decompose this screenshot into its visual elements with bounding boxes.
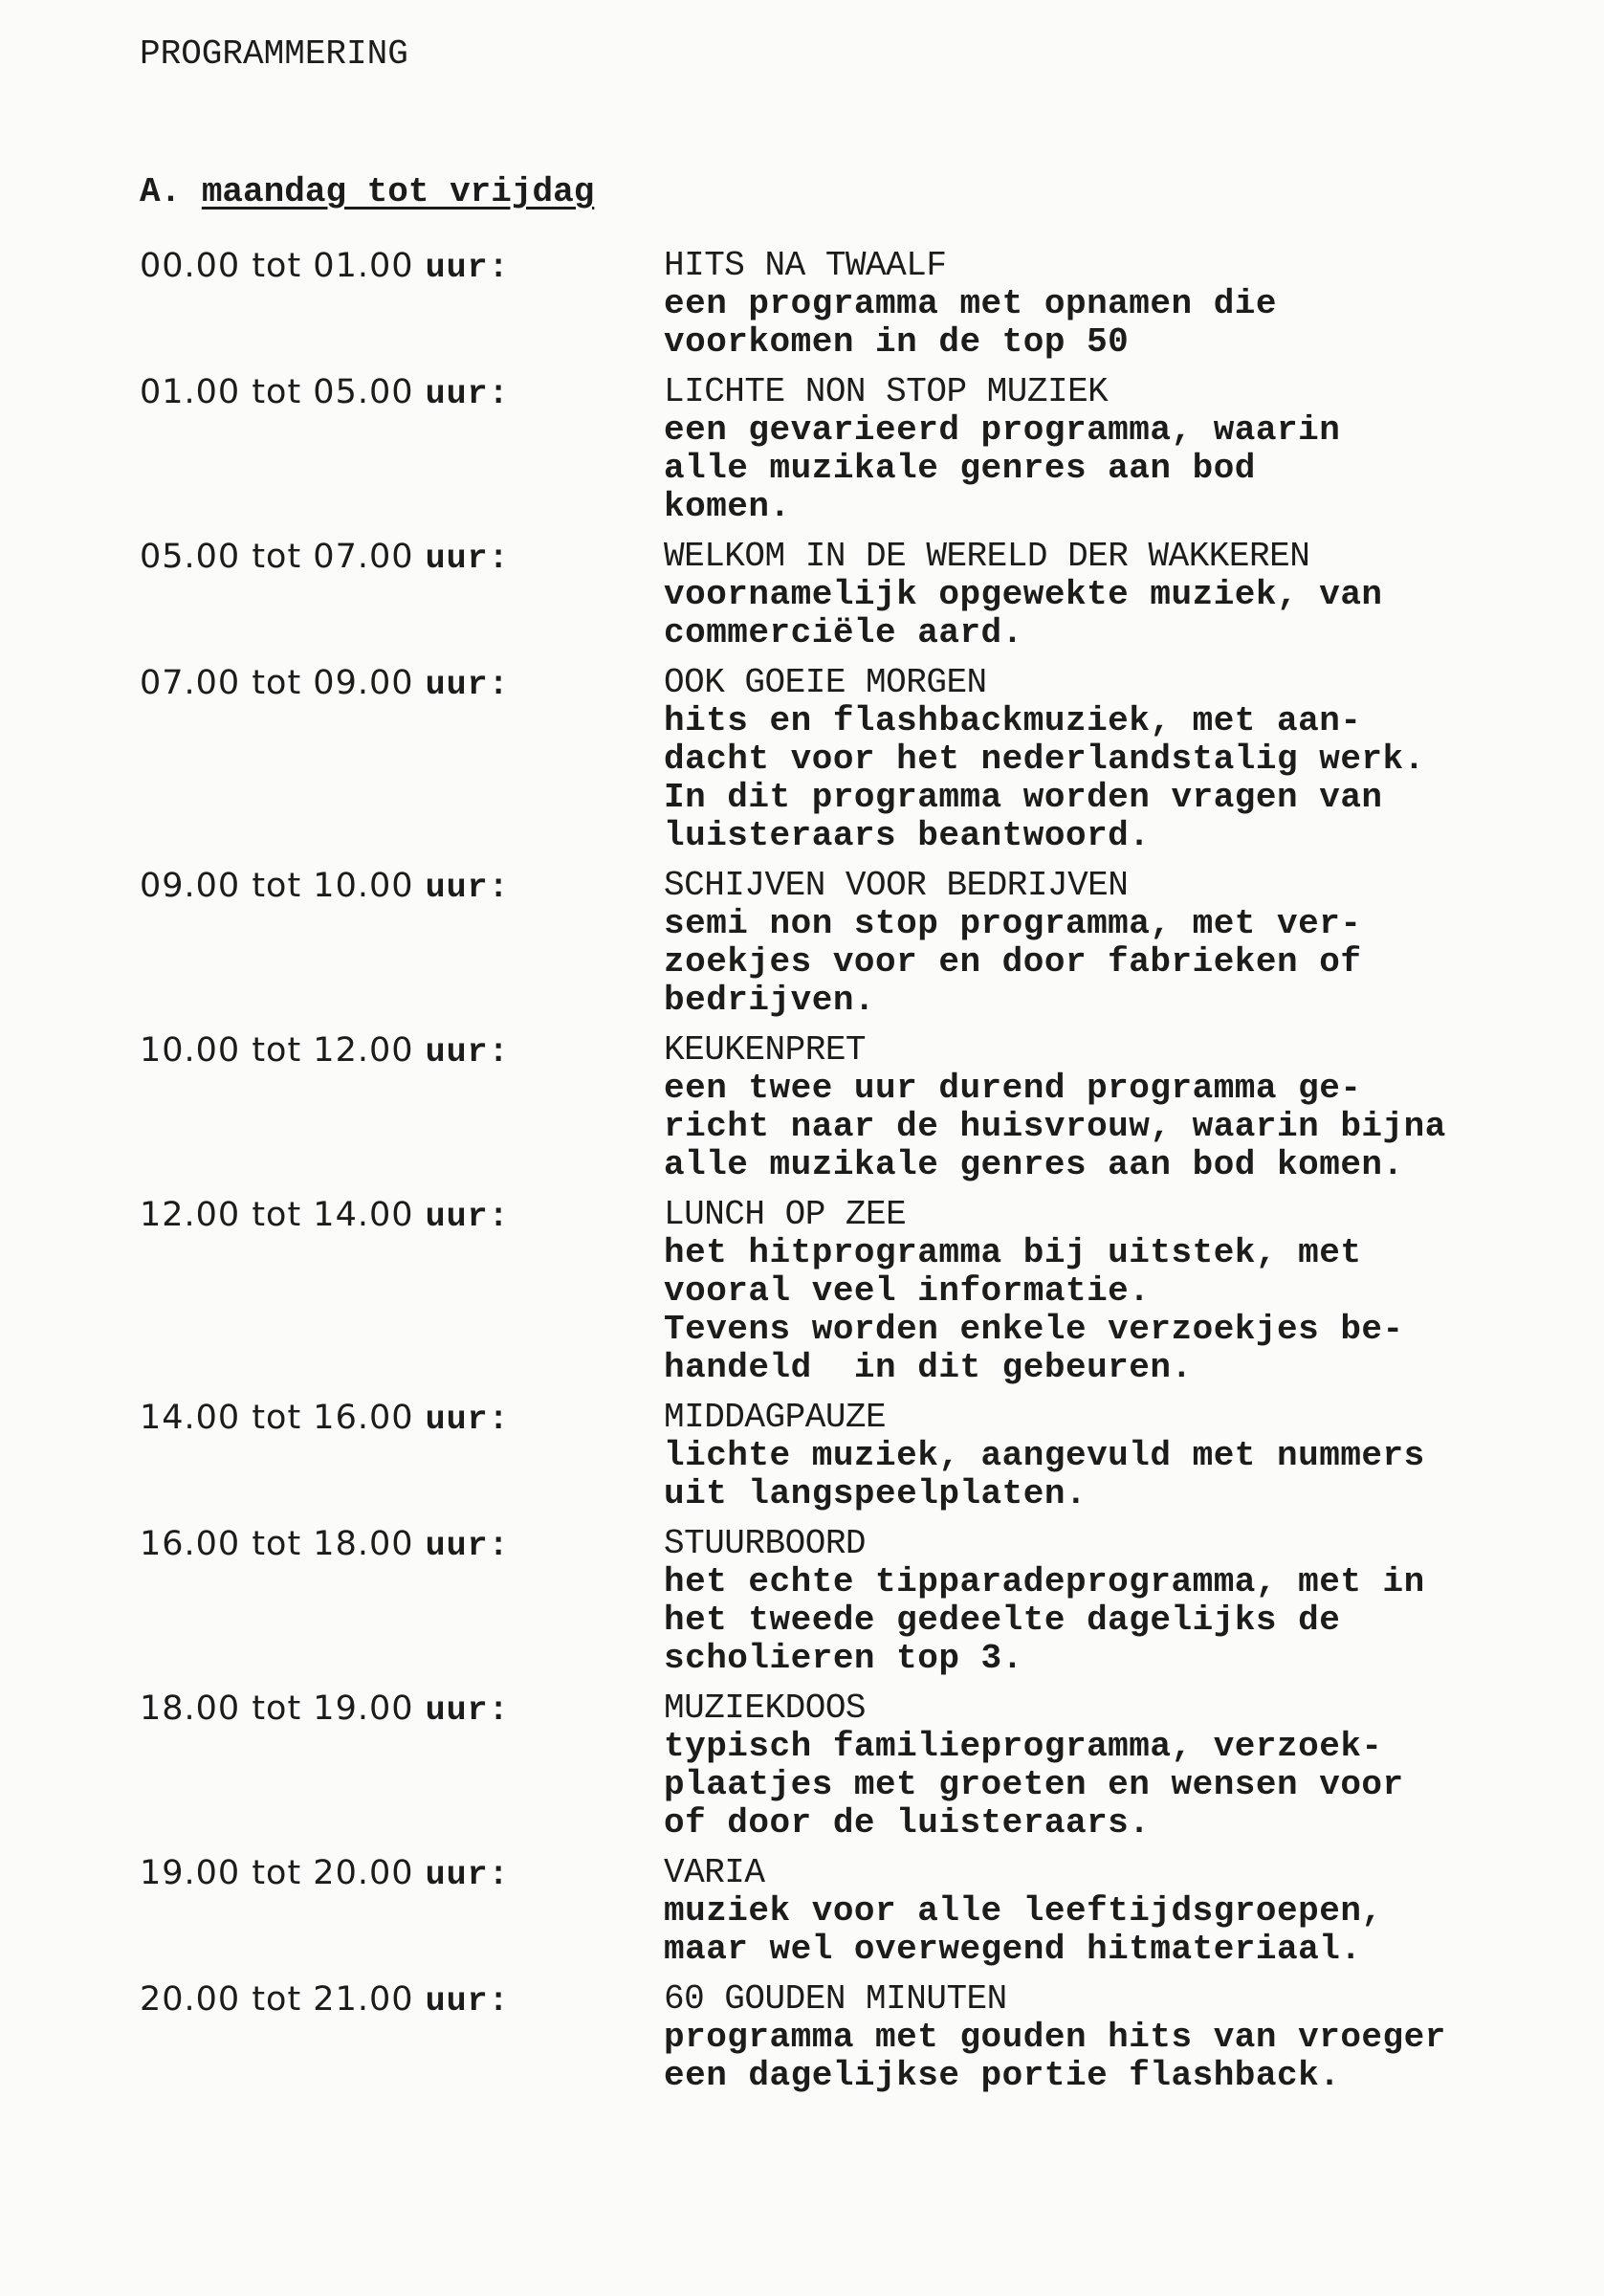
- schedule-list: [140, 247, 1574, 2107]
- program-title: HITS NA TWAALF: [664, 246, 947, 285]
- description-line: het tweede gedeelte dagelijks de: [664, 1601, 1341, 1640]
- description-line: zoekjes voor en door fabrieken of: [664, 942, 1362, 982]
- time-slot: [140, 1196, 664, 1387]
- time-slot: [140, 1399, 664, 1513]
- description-line: scholieren top 3.: [664, 1639, 1023, 1678]
- description-line: alle muzikale genres aan bod: [664, 449, 1256, 488]
- schedule-entry: [140, 1854, 1574, 1969]
- description-line: handeld in dit gebeuren.: [664, 1348, 1193, 1387]
- description-line: In dit programma worden vragen van: [664, 778, 1383, 817]
- program-info: [664, 1980, 1572, 2095]
- time-slot: [140, 867, 664, 1020]
- description-line: voorkomen in de top 50: [664, 322, 1130, 362]
- time-range: 14.00 tot 16.00: [140, 1399, 414, 1437]
- schedule-entry: [140, 1525, 1574, 1678]
- section-heading: [140, 172, 594, 211]
- description-line: vooral veel informatie.: [664, 1271, 1151, 1311]
- description-line: het hitprogramma bij uitstek, met: [664, 1233, 1362, 1272]
- time-range: 00.00 tot 01.00: [140, 247, 414, 285]
- program-description: [664, 905, 1572, 1020]
- time-range: 18.00 tot 19.00: [140, 1689, 414, 1728]
- program-description: [664, 1234, 1572, 1387]
- program-title: WELKOM IN DE WERELD DER WAKKEREN: [664, 537, 1310, 576]
- schedule-entry: [140, 1031, 1574, 1184]
- time-range: 05.00 tot 07.00: [140, 538, 414, 576]
- program-info: [664, 664, 1572, 855]
- time-slot: [140, 1854, 664, 1969]
- description-line: een gevarieerd programma, waarin: [664, 410, 1341, 450]
- time-slot: [140, 1525, 664, 1678]
- description-line: semi non stop programma, met ver-: [664, 904, 1362, 943]
- description-line: typisch familieprogramma, verzoek-: [664, 1727, 1383, 1766]
- time-unit: uur:: [425, 869, 510, 907]
- schedule-entry: [140, 867, 1574, 1020]
- time-unit: uur:: [425, 1401, 510, 1439]
- description-line: of door de luisteraars.: [664, 1803, 1151, 1843]
- schedule-entry: [140, 538, 1574, 652]
- time-range: 10.00 tot 12.00: [140, 1031, 414, 1070]
- program-description: [664, 411, 1572, 526]
- description-line: een dagelijkse portie flashback.: [664, 2056, 1341, 2095]
- time-range: 19.00 tot 20.00: [140, 1854, 414, 1892]
- program-title: VARIA: [664, 1853, 765, 1892]
- program-info: [664, 373, 1572, 526]
- program-description: [664, 2019, 1572, 2095]
- description-line: hits en flashbackmuziek, met aan-: [664, 701, 1362, 740]
- schedule-entry: [140, 1980, 1574, 2095]
- program-info: [664, 867, 1572, 1020]
- time-slot: [140, 1689, 664, 1843]
- program-title: STUURBOORD: [664, 1524, 867, 1563]
- description-line: een twee uur durend programma ge-: [664, 1069, 1362, 1108]
- time-range: 07.00 tot 09.00: [140, 664, 414, 702]
- program-title: MIDDAGPAUZE: [664, 1398, 887, 1437]
- program-title: LICHTE NON STOP MUZIEK: [664, 372, 1109, 411]
- time-slot: [140, 247, 664, 362]
- program-title: MUZIEKDOOS: [664, 1689, 867, 1728]
- description-line: lichte muziek, aangevuld met nummers: [664, 1436, 1425, 1475]
- program-title: SCHIJVEN VOOR BEDRIJVEN: [664, 866, 1129, 905]
- program-info: [664, 1525, 1572, 1678]
- program-info: [664, 1196, 1572, 1387]
- program-info: [664, 1854, 1572, 1969]
- time-unit: uur:: [425, 249, 510, 287]
- page-title: PROGRAMMERING: [140, 34, 408, 74]
- description-line: plaatjes met groeten en wensen voor: [664, 1765, 1404, 1804]
- program-description: [664, 1437, 1572, 1513]
- description-line: voornamelijk opgewekte muziek, van: [664, 575, 1383, 614]
- description-line: bedrijven.: [664, 981, 876, 1020]
- program-description: [664, 576, 1572, 652]
- description-line: alle muzikale genres aan bod komen.: [664, 1145, 1404, 1184]
- program-title: OOK GOEIE MORGEN: [664, 663, 987, 702]
- program-description: [664, 1728, 1572, 1843]
- description-line: komen.: [664, 487, 791, 526]
- program-info: [664, 1689, 1572, 1843]
- time-slot: [140, 538, 664, 652]
- time-range: 16.00 tot 18.00: [140, 1525, 414, 1563]
- description-line: dacht voor het nederlandstalig werk.: [664, 740, 1425, 779]
- time-range: 12.00 tot 14.00: [140, 1196, 414, 1234]
- time-slot: [140, 1031, 664, 1184]
- time-slot: [140, 373, 664, 526]
- program-info: [664, 1399, 1572, 1513]
- schedule-entry: [140, 373, 1574, 526]
- description-line: muziek voor alle leeftijdsgroepen,: [664, 1891, 1383, 1931]
- time-slot: [140, 664, 664, 855]
- description-line: het echte tipparadeprogramma, met in: [664, 1562, 1425, 1601]
- program-description: [664, 1070, 1572, 1184]
- schedule-entry: [140, 1399, 1574, 1513]
- description-line: een programma met opnamen die: [664, 284, 1278, 323]
- schedule-entry: [140, 247, 1574, 362]
- program-title: KEUKENPRET: [664, 1030, 867, 1070]
- schedule-entry: [140, 664, 1574, 855]
- program-info: [664, 1031, 1572, 1184]
- time-unit: uur:: [425, 540, 510, 578]
- description-line: maar wel overwegend hitmateriaal.: [664, 1930, 1362, 1969]
- section-label: maandag tot vrijdag: [201, 172, 595, 211]
- description-line: Tevens worden enkele verzoekjes be-: [664, 1310, 1404, 1349]
- time-unit: uur:: [425, 1527, 510, 1565]
- time-unit: uur:: [425, 1856, 510, 1894]
- section-prefix: A.: [140, 172, 182, 211]
- time-unit: uur:: [425, 375, 510, 413]
- time-unit: uur:: [425, 1033, 510, 1071]
- description-line: uit langspeelplaten.: [664, 1474, 1088, 1513]
- description-line: richt naar de huisvrouw, waarin bijna: [664, 1107, 1446, 1146]
- description-line: luisteraars beantwoord.: [664, 816, 1151, 855]
- program-info: [664, 247, 1572, 362]
- time-unit: uur:: [425, 1982, 510, 2020]
- program-title: LUNCH OP ZEE: [664, 1195, 907, 1234]
- time-unit: uur:: [425, 666, 510, 704]
- description-line: commerciële aard.: [664, 613, 1023, 652]
- time-range: 09.00 tot 10.00: [140, 867, 414, 905]
- schedule-entry: [140, 1689, 1574, 1843]
- program-description: [664, 285, 1572, 362]
- description-line: programma met gouden hits van vroeger: [664, 2018, 1446, 2057]
- program-description: [664, 702, 1572, 855]
- schedule-entry: [140, 1196, 1574, 1387]
- time-range: 20.00 tot 21.00: [140, 1980, 414, 2019]
- time-unit: uur:: [425, 1198, 510, 1236]
- program-description: [664, 1892, 1572, 1969]
- program-description: [664, 1563, 1572, 1678]
- program-info: [664, 538, 1572, 652]
- time-unit: uur:: [425, 1691, 510, 1730]
- time-range: 01.00 tot 05.00: [140, 373, 414, 411]
- program-title: 60 GOUDEN MINUTEN: [664, 1979, 1007, 2019]
- time-slot: [140, 1980, 664, 2095]
